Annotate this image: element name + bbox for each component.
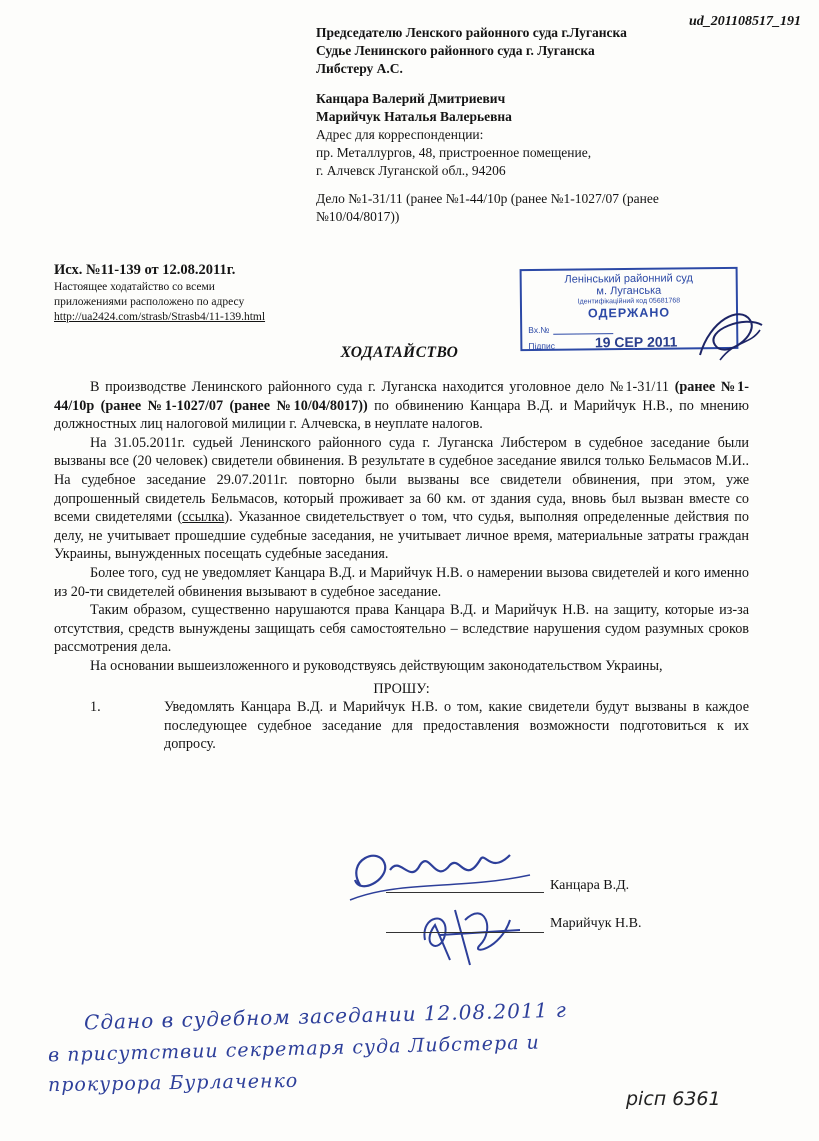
addressee-line: Судье Ленинского районного суда г. Луганска bbox=[316, 43, 595, 58]
stamp-received: ОДЕРЖАНО bbox=[587, 305, 671, 321]
stamp-id-code: Ідентифікаційний код 05681768 bbox=[577, 297, 681, 306]
sender-address-line: г. Алчевск Луганской обл., 94206 bbox=[316, 163, 506, 178]
p1-text: В производстве Ленинского районного суда г. Луганска находится уголовное дело №1-31/11 bbox=[90, 379, 675, 395]
p1-text-end: по обвинению Канцара В.Д. и Марийчук Н.В., по мнению должностных лиц налоговой милиции г. Алчевска, в неуплате налогов. bbox=[54, 397, 749, 433]
handwritten-note bbox=[48, 990, 768, 1130]
sender-name: Марийчук Наталья Валерьевна bbox=[316, 109, 512, 124]
paragraph-4: Таким образом, существенно нарушаются права Канцара В.Д. и Марийчук Н.В. на защиту, которые из-за отсутствия, средств вынуждены защищать себя самостоятельно – вследствие нарушения судом разумных сроков рассмотрения дела. bbox=[54, 602, 749, 656]
case-reference: Дело №1-31/11 (ранее №1-44/10р (ранее №1-1027/07 (ранее №10/04/8017)) bbox=[316, 191, 659, 224]
sender-address-line: пр. Металлургов, 48, пристроенное помещение, bbox=[316, 145, 592, 160]
outgoing-note: приложениями расположено по адресу bbox=[54, 296, 245, 308]
stamp-date: 19 СЕР 2011 bbox=[594, 333, 678, 351]
handwritten-line: в присутствии секретаря суда Либстера и bbox=[47, 1031, 541, 1067]
title-text: ХОДАТАЙСТВО bbox=[340, 344, 459, 361]
request-item bbox=[54, 698, 749, 754]
paragraph-2 bbox=[54, 434, 749, 564]
p2-link[interactable]: ссылка bbox=[182, 509, 225, 526]
outgoing-block bbox=[54, 262, 324, 325]
sender-name: Канцара Валерий Дмитриевич bbox=[316, 91, 506, 106]
signature-mariychuk-scribble bbox=[410, 890, 540, 970]
document-title bbox=[0, 344, 819, 362]
paragraph-5: На основании вышеизложенного и руководствуясь действующим законодательством Украины, bbox=[90, 657, 663, 674]
stamp-sign-label: Підпис bbox=[528, 340, 555, 352]
registration-number: рісп 6361 bbox=[626, 1088, 721, 1110]
signature-area bbox=[340, 840, 680, 970]
document-body bbox=[54, 378, 749, 754]
paragraph-1 bbox=[54, 378, 749, 434]
stamp-court-name: Ленінський районний суд bbox=[564, 272, 693, 286]
stamp-in-label: Вх.№ bbox=[528, 324, 550, 336]
paragraph-3: Более того, суд не уведомляет Канцара В.Д. и Марийчук Н.В. о намерении вызова свидетелей и кого именно из 20-ти свидетелей обвинения вызывают в судебное заседание. bbox=[54, 564, 749, 600]
signature-name: Марийчук Н.В. bbox=[550, 916, 642, 931]
p2-text: На 31.05.2011г. судьей Ленинского районного суда г. Луганска Либстером в судебное заседание были вызваны все (20 человек) свидетели обвинения. В результате в судебное заседание явился только Бельмасов М.И.. На судебное заседание 29.07.2011г. повторно были вызваны все свидетели обвинения, при этом, уже допрошенный свидетель Бельмасов, который проживает за 60 км. от здания суда, вновь был вызван вместе со всеми свидетелями ( bbox=[54, 434, 749, 526]
signature-name: Канцара В.Д. bbox=[550, 878, 630, 893]
handwritten-line: Сдано в судебном заседании 12.08.2011 г bbox=[83, 997, 568, 1035]
sender-address-line: Адрес для корреспонденции: bbox=[316, 127, 484, 142]
outgoing-note: Настоящее ходатайство со всеми bbox=[54, 281, 215, 293]
outgoing-link[interactable]: http://ua2424.com/strasb/Strasb4/11-139.html bbox=[54, 311, 266, 323]
stamp-city: м. Луганська bbox=[596, 284, 662, 298]
addressee-block bbox=[316, 24, 627, 78]
p1-case-numbers: (ранее №1-44/10р (ранее №1-1027/07 (ранее №10/04/8017)) bbox=[54, 379, 749, 414]
addressee-line: Председателю Ленского районного суда г.Луганска bbox=[316, 25, 627, 40]
request-heading: ПРОШУ: bbox=[373, 680, 430, 697]
signature-line bbox=[386, 932, 544, 933]
request-item-number: 1. bbox=[90, 699, 101, 716]
p2-text-end: ). Указанное свидетельствует о том, что судья, выполняя определенные действия по делу, не учитывает прошедшие судебные заседания, не учитывает личное время, материальные затраты граждан Украины, вынужденных посещать судебные заседания. bbox=[54, 509, 749, 563]
handwritten-line: прокурора Бурлаченко bbox=[47, 1069, 299, 1097]
request-item-text: Уведомлять Канцара В.Д. и Марийчук Н.В. о том, какие свидетели будут вызваны в каждое последующее судебное заседание для предоставления возможности подготовиться к их допросу. bbox=[164, 699, 749, 753]
outgoing-number: Исх. №11-139 от 12.08.2011г. bbox=[54, 262, 236, 278]
document-id: ud_201108517_191 bbox=[688, 14, 801, 29]
sender-block bbox=[316, 90, 591, 180]
addressee-line: Либстеру А.С. bbox=[316, 61, 403, 76]
